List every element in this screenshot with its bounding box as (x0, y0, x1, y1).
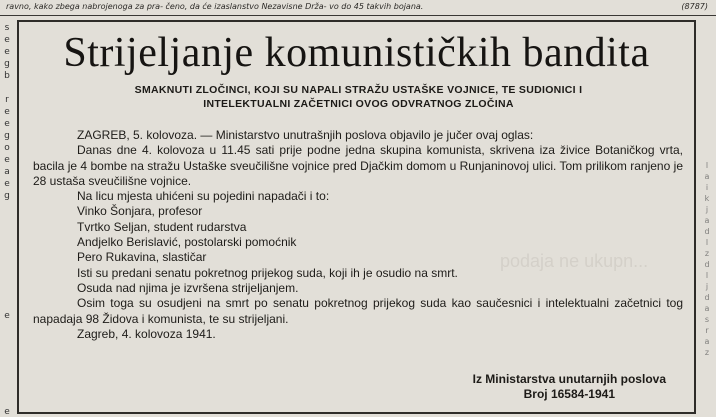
left-margin-letter (0, 370, 14, 382)
arrested-intro: Na licu mjesta uhićeni su pojedini napadači i to: (77, 189, 330, 204)
left-margin-letter (0, 286, 14, 298)
sentence-execution: Osuda nad njima je izvršena strijeljanjem. (77, 280, 299, 295)
left-margin-letter: e (4, 155, 10, 165)
sentence-court: Isti su predani senatu pokretnog prijekog suda, koji ih je osudio na smrt. (77, 265, 458, 280)
right-margin-letter: z (704, 249, 710, 258)
left-margin-letter (0, 226, 14, 238)
left-margin-letter (0, 274, 14, 286)
left-margin-letter (0, 394, 14, 406)
previous-article-strip (0, 0, 716, 16)
left-margin-letter: b (4, 71, 10, 81)
right-margin-letter: l (705, 161, 709, 170)
article-body (33, 128, 683, 342)
article-dateline: ZAGREB, 5. kolovoza. — Ministarstvo unutrašnjih poslova objavilo je jučer ovaj oglas: (77, 128, 534, 142)
right-margin-letter: r (705, 326, 709, 335)
right-margin-letter: z (704, 348, 710, 357)
right-margin-letter: i (705, 183, 709, 192)
left-margin-letter (0, 238, 14, 250)
left-margin-letter: e (4, 407, 10, 417)
right-margin-letter: a (704, 172, 710, 181)
news-article (17, 20, 696, 414)
article-title: Strijeljanje komunističkih bandita (63, 30, 650, 76)
left-margin-letter: e (4, 179, 10, 189)
right-margin-column-fragment (698, 160, 716, 417)
right-margin-letter: d (704, 260, 710, 269)
signature-number: Broj 16584-1941 (523, 387, 616, 401)
left-margin-letter: e (4, 47, 10, 57)
signature-ministry: Iz Ministarstva unutarnjih poslova (472, 372, 666, 386)
person-item: Pero Rukavina, slastičar (77, 250, 207, 265)
previous-article-text: ravno, kako zbega nabrojenoga za pra- čeno, da će izaslanstvo Nezavisne Drža- vo do 45 takvih bojana. (6, 2, 424, 11)
left-margin-letter: a (4, 167, 10, 177)
right-margin-letter: j (705, 282, 709, 291)
left-margin-letter (0, 382, 14, 394)
right-margin-letter: a (704, 216, 710, 225)
left-margin-letter (0, 346, 14, 358)
left-margin-column-fragment (0, 22, 14, 417)
left-margin-letter (0, 250, 14, 262)
left-margin-letter (0, 82, 14, 94)
person-item: Tvrtko Seljan, student rudarstva (77, 219, 247, 234)
left-margin-letter (0, 298, 14, 310)
article-paragraph-1: Danas dne 4. kolovoza u 11.45 sati prije podne jedna skupina komunista, skrivena iza živice Botaničkog vrta, bacila je 4 bombe na stražu Ustaške sveučilišne vojnice pred Djačkim domom u Runjaninovoj ulici. Tom prilikom ranjeno je 28 ustaša sveučilišne vojnice. (33, 143, 683, 188)
left-margin-letter (0, 322, 14, 334)
left-margin-letter: g (4, 131, 10, 141)
right-margin-letter: a (704, 337, 710, 346)
right-margin-letter: l (705, 271, 709, 280)
left-margin-letter: e (4, 107, 10, 117)
previous-article-number: (8787) (681, 2, 708, 11)
left-margin-letter (0, 214, 14, 226)
left-margin-letter: s (4, 23, 10, 33)
left-margin-letter: g (4, 59, 10, 69)
article-signature (473, 372, 666, 402)
person-item: Andjelko Berislavić, postolarski pomoćnik (77, 235, 297, 250)
article-date-place: Zagreb, 4. kolovoza 1941. (77, 326, 216, 341)
right-margin-letter: a (704, 304, 710, 313)
right-margin-letter: d (704, 227, 710, 236)
right-margin-letter: k (704, 194, 710, 203)
bleed-through-text: podaja ne ukupn... (500, 251, 649, 271)
subtitle-line-2: INTELEKTUALNI ZAČETNICI OVOG ODVRATNOG ZLOČINA (203, 98, 514, 110)
left-margin-letter: e (4, 119, 10, 129)
left-margin-letter (0, 334, 14, 346)
article-paragraph-2: Osim toga su osudjeni na smrt po senatu pokretnog prijekog suda kao saučesnici i intelektualni začetnici tog napadaja 98 Židova i komunista, te su strijeljani. (33, 296, 683, 326)
left-margin-letter (0, 202, 14, 214)
person-item: Vinko Šonjara, profesor (77, 204, 203, 219)
left-margin-letter: e (4, 35, 10, 45)
left-margin-letter: r (5, 95, 9, 105)
right-margin-letter: d (704, 293, 710, 302)
left-margin-letter: g (4, 191, 10, 201)
right-margin-letter: j (705, 205, 709, 214)
right-margin-letter: s (704, 315, 710, 324)
subtitle-line-1: SMAKNUTI ZLOČINCI, KOJI SU NAPALI STRAŽU USTAŠKE VOJNICE, TE SUDIONICI I (134, 84, 583, 96)
article-subtitle (29, 83, 688, 111)
left-margin-letter (0, 262, 14, 274)
left-margin-letter: e (4, 311, 10, 321)
left-margin-letter: o (4, 143, 10, 153)
right-margin-letter: l (705, 238, 709, 247)
left-margin-letter (0, 358, 14, 370)
